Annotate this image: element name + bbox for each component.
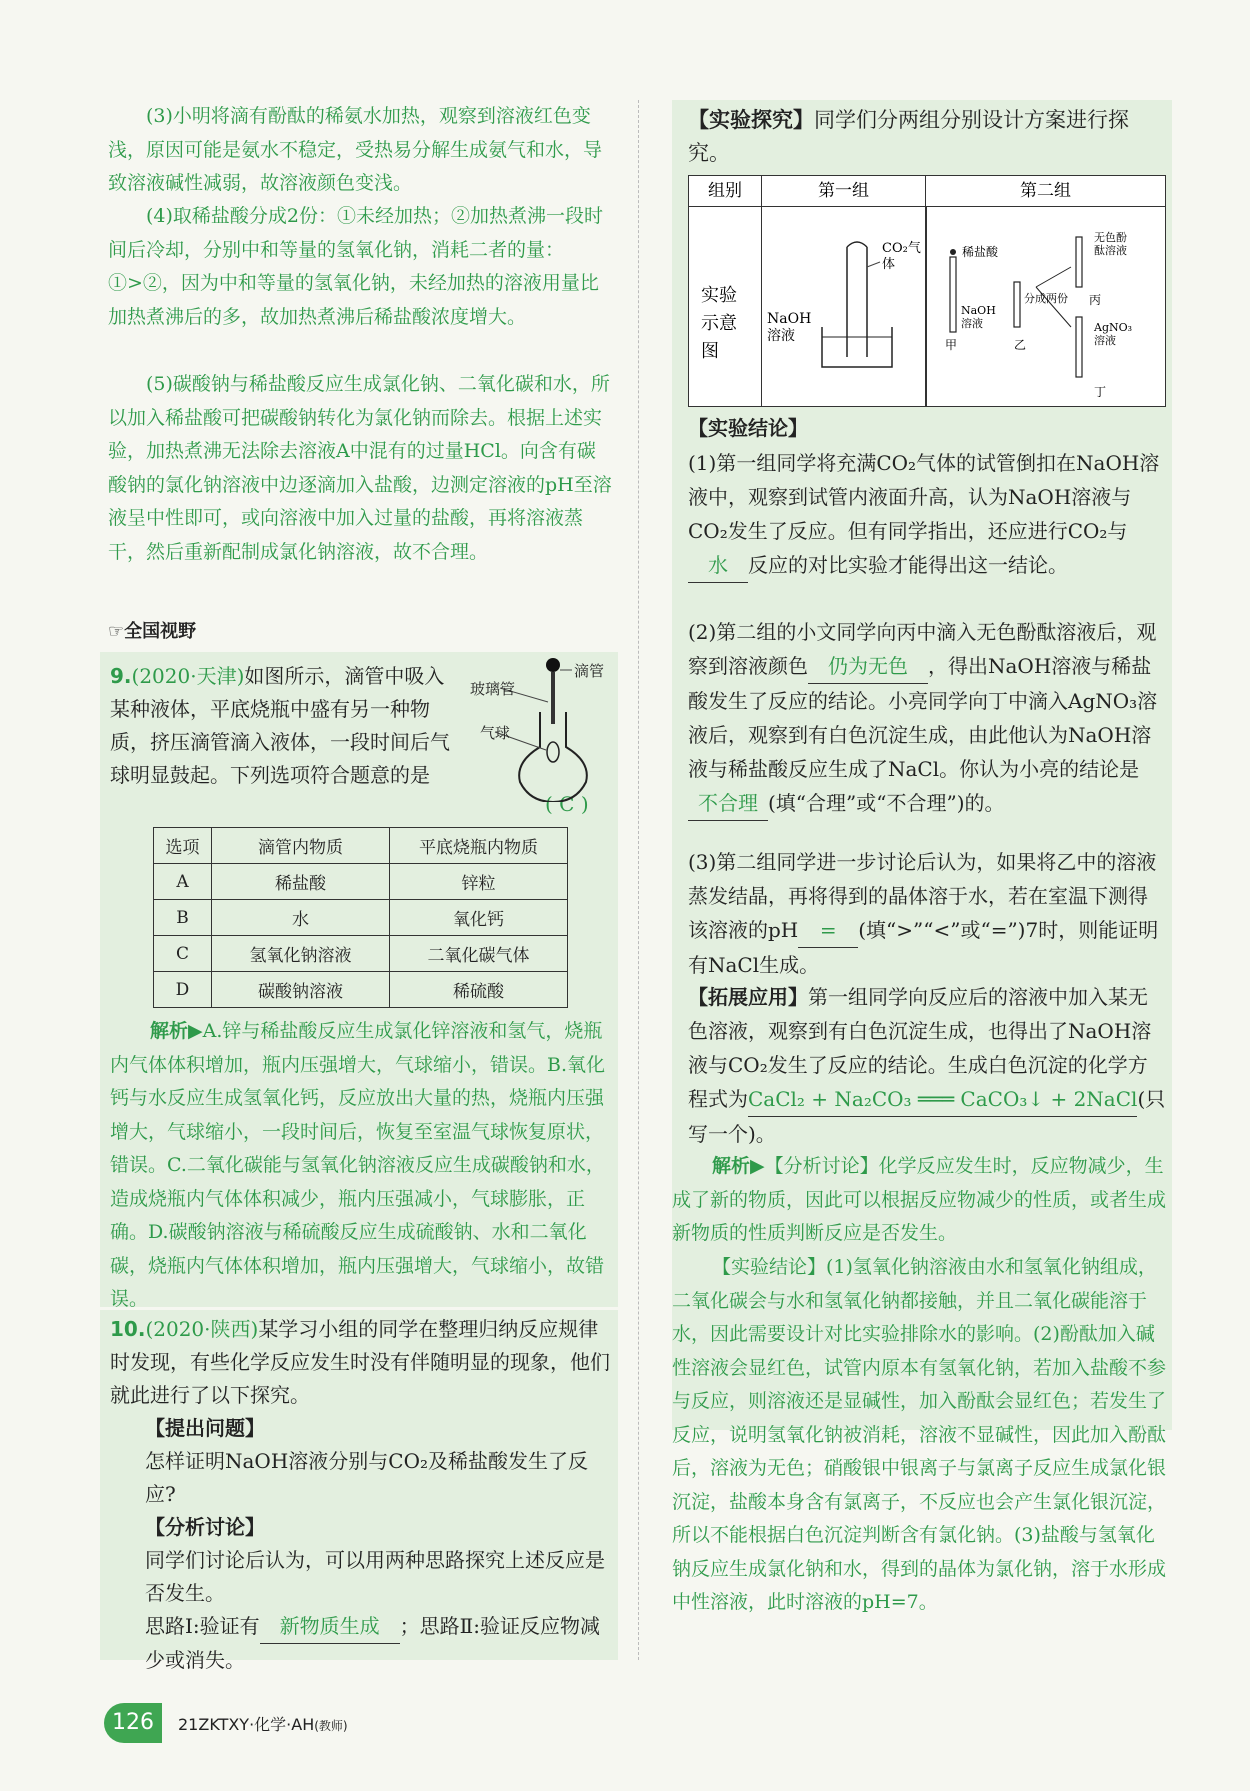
tube-jia xyxy=(950,257,956,332)
table-row xyxy=(154,864,568,900)
dropper-hcl xyxy=(950,249,956,255)
page-number: 126 xyxy=(104,1703,162,1743)
blank-unreasonable: 不合理 xyxy=(688,786,768,821)
discuss-text: 同学们讨论后认为，可以用两种思路探究上述反应是否发生。 xyxy=(145,1548,605,1605)
table-row xyxy=(154,972,568,1008)
dropper-bulb xyxy=(546,658,560,672)
cell: B xyxy=(154,900,212,936)
q10-stem-text: 某学习小组的同学在整理归纳反应规律时发现，有些化学反应发生时没有伴随明显的现象，他们就此进行了以下探究。 xyxy=(110,1317,610,1407)
question-text: 怎样证明NaOH溶液分别与CO₂及稀盐酸发生了反应? xyxy=(145,1449,588,1506)
dropper-tube xyxy=(551,672,555,724)
conclusion-2: (2)第二组的小文同学向丙中滴入无色酚酞溶液后，观察到溶液颜色 仍为无色 ，得出NaOH溶液与稀盐酸发生了反应的结论。小亮同学向丁中滴入AgNO₃溶液后，观察到有白色沉淀生成，由此他认为NaOH溶液与稀盐酸反应生成了NaCl。你认为小亮的结论是不合理 (填“合理”或“不合理”)的。 xyxy=(688,615,1166,821)
q10-source: (2020·陕西) xyxy=(145,1317,259,1341)
q10-stem xyxy=(110,1313,615,1412)
cell: 氢氧化钠溶液 xyxy=(212,936,390,972)
tag-question: 【提出问题】 xyxy=(145,1416,265,1440)
analysis-paragraph-3: (3)小明将滴有酚酞的稀氨水加热，观察到溶液红色变浅，原因可能是氨水不稳定，受热易分解生成氨气和水，导致溶液碱性减弱，故溶液颜色变浅。 xyxy=(108,105,603,194)
blank-equation: CaCl₂ + Na₂CO₃ ═══ CaCO₃↓ + 2NaCl xyxy=(748,1082,1137,1117)
q9-source: (2020·天津) xyxy=(131,664,245,688)
label-split: 分成两份 xyxy=(1024,292,1068,305)
q10-number: 10. xyxy=(110,1317,146,1341)
exp-row-label-cell xyxy=(689,207,762,406)
co2-leader xyxy=(867,262,880,267)
blank-equal: = xyxy=(798,913,858,948)
balloon-shape xyxy=(547,742,559,762)
explore-intro: 【实验探究】同学们分两组分别设计方案进行探究。 xyxy=(688,107,1129,165)
cell: 水 xyxy=(212,900,390,936)
tag-discuss: 【分析讨论】 xyxy=(145,1515,265,1539)
column-divider xyxy=(638,100,639,1660)
label-dropper: 滴管 xyxy=(574,662,605,680)
q9-table-head-2: 平底烧瓶内物质 xyxy=(390,828,568,864)
exp-head-g2: 第二组 xyxy=(926,176,1165,207)
cell: 碳酸钠溶液 xyxy=(212,972,390,1008)
tube-bing xyxy=(1076,237,1082,287)
q9-stem-text: 如图所示，滴管中吸入某种液体，平底烧瓶中盛有另一种物质，挤压滴管滴入液体，一段时间后气球明显鼓起。下列选项符合题意的是 xyxy=(110,664,450,787)
label-yi: 乙 xyxy=(1014,338,1027,352)
analysis-paragraph-4: (4)取稀盐酸分成2份：①未经加热；②加热煮沸一段时间后冷却，分别中和等量的氢氧化钠，消耗二者的量：①>②，因为中和等量的氢氧化钠，未经加热的溶液用量比加热煮沸后的多，故加热煮沸后稀盐酸浓度增大。 xyxy=(108,205,604,328)
section-heading: ☞全国视野 xyxy=(108,621,197,642)
label-hcl: 稀盐酸 xyxy=(962,245,999,259)
analysis-paragraph-5: (5)碳酸钠与稀盐酸反应生成氯化钠、二氧化碳和水，所以加入稀盐酸可把碳酸钠转化为氯化钠而除去。根据上述实验，加热煮沸无法除去溶液A中混有的过量HCl。向含有碳酸钠的氯化钠溶液中边逐滴加入盐酸，边测定溶液的pH至溶液呈中性即可，或向溶液中加入过量的盐酸，再将溶液蒸干，然后重新配制成氯化钠溶液，故不合理。 xyxy=(108,373,612,563)
right-analysis-1: 解析▶【分析讨论】化学反应发生时，反应物减少，生成了新的物质，因此可以根据反应物减少的性质，或者生成新物质的性质判断反应是否发生。 xyxy=(672,1155,1167,1244)
label-bing: 丙 xyxy=(1089,293,1102,307)
table-row xyxy=(154,936,568,972)
beaker xyxy=(822,327,892,367)
label-co2-gas: CO₂气体 xyxy=(882,241,921,272)
exp-row-label: 实验示意图 xyxy=(701,285,737,362)
cell: 二氧化碳气体 xyxy=(390,936,568,972)
cell: A xyxy=(154,864,212,900)
conclusion-3: (3)第二组同学进一步讨论后认为，如果将乙中的溶液蒸发结晶，再将得到的晶体溶于水，若在室温下测得该溶液的pH = (填“>”“<”或“=”)7时，则能证明有NaCl生成。 xyxy=(688,850,1159,977)
cell: D xyxy=(154,972,212,1008)
q9-table-head-1: 滴管内物质 xyxy=(212,828,390,864)
experiment-table xyxy=(688,175,1166,407)
blank-water: 水 xyxy=(688,548,748,583)
tag-conclusion: 【实验结论】 xyxy=(688,416,808,440)
q10-question-block xyxy=(145,1412,615,1677)
inverted-tube xyxy=(847,242,867,357)
label-phenolphthalein: 无色酚酞溶液 xyxy=(1094,231,1127,257)
exp-head-g1: 第一组 xyxy=(762,176,926,207)
q9-answer: ( C ) xyxy=(545,792,589,816)
conclusion-1: (1)第一组同学将充满CO₂气体的试管倒扣在NaOH溶液中，观察到试管内液面升高，认为NaOH溶液与CO₂发生了反应。但有同学指出，还应进行CO₂与水 反应的对比实验才能得出这一结论。 xyxy=(688,446,1166,583)
cell: C xyxy=(154,936,212,972)
exp-head-group: 组别 xyxy=(689,176,762,207)
label-glass-tube: 玻璃管 xyxy=(470,680,516,698)
right-analysis-2: 【实验结论】(1)氢氧化钠溶液由水和氢氧化钠组成，二氧化碳会与水和氢氧化钠都接触，并且二氧化碳能溶于水，因此需要设计对比实验排除水的影响。(2)酚酞加入碱性溶液会显红色，试管内原本有氢氧化钠，若加入盐酸不参与反应，则溶液还是显碱性，加入酚酞会显红色；若发生了反应，说明氢氧化钠被消耗，溶液不显碱性，因此加入酚酞后，溶液为无色；硝酸银中银离子与氯离子反应生成氯化银沉淀，盐酸本身含有氯离子，不反应也会产生氯化银沉淀，所以不能根据白色沉淀判断含有氯化钠。(3)盐酸与氢氧化钠反应生成氯化钠和水，得到的晶体为氯化钠，溶于水形成中性溶液，此时溶液的pH=7。 xyxy=(672,1256,1167,1613)
q9-number: 9. xyxy=(110,664,132,688)
label-balloon: 气球 xyxy=(480,724,511,742)
idea-line: 思路Ⅰ:验证有 新物质生成 ；思路Ⅱ:验证反应物减少或消失。 xyxy=(145,1610,615,1677)
flask-outline xyxy=(519,712,587,802)
label-jia: 甲 xyxy=(945,338,958,352)
extend-block: 【拓展应用】第一组同学向反应后的溶液中加入某无色溶液，观察到有白色沉淀生成，也得出了NaOH溶液与CO₂发生了反应的结论。生成白色沉淀的化学方程式为CaCl₂ + Na₂CO₃ ═══ CaCO₃↓ + 2NaCl(只写一个)。 xyxy=(688,985,1166,1146)
q9-analysis: 解析▶A.锌与稀盐酸反应生成氯化锌溶液和氢气，烧瓶内气体体积增加，瓶内压强增大，气球缩小，错误。B.氧化钙与水反应生成氢氧化钙，反应放出大量的热，烧瓶内压强增大，气球缩小，一段时间后，恢复至室温气球恢复原状，错误。C.二氧化碳能与氢氧化钠溶液反应生成碳酸钠和水，造成烧瓶内气体体积减少，瓶内压强减小，气球膨胀，正确。D.碳酸钠溶液与稀硫酸反应生成硫酸钠、水和二氧化碳，烧瓶内气体体积增加，瓶内压强增大，气球缩小，故错误。 xyxy=(110,1020,606,1310)
q9-table xyxy=(153,827,568,1008)
tube-yi xyxy=(1014,282,1020,327)
q9-stem xyxy=(110,660,460,792)
label-naoh-g2: NaOH溶液 xyxy=(961,304,996,330)
cell: 稀盐酸 xyxy=(212,864,390,900)
blank-new-substance: 新物质生成 xyxy=(260,1610,400,1644)
label-agno3: AgNO₃溶液 xyxy=(1094,321,1133,347)
footer-code: 21ZKTXY·化学·AH(教师) xyxy=(178,1715,348,1734)
label-ding: 丁 xyxy=(1094,385,1107,399)
q9-table-head-0: 选项 xyxy=(154,828,212,864)
group1-figure xyxy=(762,207,925,406)
tube-ding xyxy=(1076,317,1082,377)
table-row xyxy=(154,900,568,936)
cell: 氧化钙 xyxy=(390,900,568,936)
label-naoh-g1: NaOH溶液 xyxy=(767,311,812,344)
blank-colorless: 仍为无色 xyxy=(808,649,928,684)
cell: 锌粒 xyxy=(390,864,568,900)
arrow-bing xyxy=(1036,267,1071,287)
cell: 稀硫酸 xyxy=(390,972,568,1008)
